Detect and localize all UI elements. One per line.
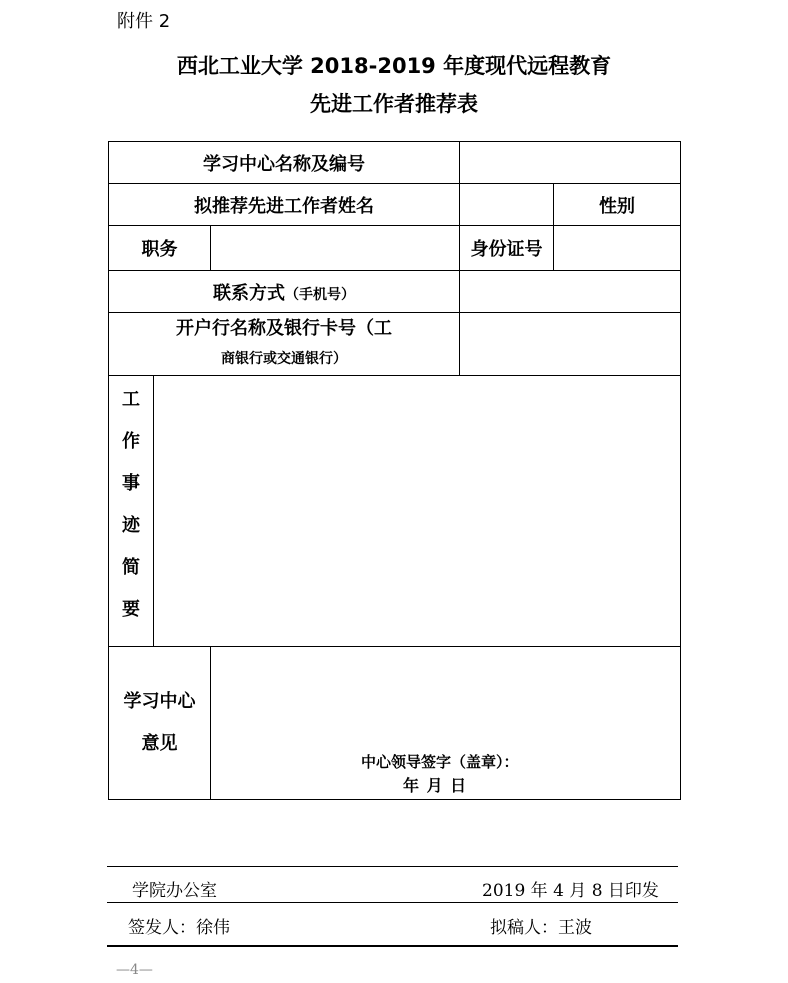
- center-opinion-label: [109, 647, 211, 800]
- summary-char-3: 事: [122, 473, 140, 494]
- footer-rule-middle: [107, 902, 678, 903]
- footer-rule-top: [107, 866, 678, 867]
- signature-line: 中心领导签字（盖章）：: [361, 753, 519, 771]
- page-number: —4—: [116, 962, 153, 978]
- summary-char-4: 迹: [122, 515, 140, 536]
- attachment-label: 附件 2: [117, 11, 171, 32]
- center-name-label: 学习中心名称及编号: [109, 142, 460, 184]
- contact-label-text: 联系方式: [213, 282, 285, 304]
- opinion-label-line2: 意见: [141, 733, 178, 754]
- bank-label-line2: 商银行或交通银行）: [221, 351, 347, 367]
- document-title-line2: 先进工作者推荐表: [310, 92, 478, 116]
- nominee-name-label: 拟推荐先进工作者姓名: [109, 184, 460, 226]
- gender-label: 性别: [554, 184, 681, 226]
- id-number-label: 身份证号: [460, 226, 554, 271]
- issue-date-text: 2019 年 4 月 8 日印发: [482, 881, 659, 901]
- center-opinion-field[interactable]: [211, 647, 681, 800]
- date-line: 年 月 日: [403, 776, 468, 795]
- signer-text: 签发人：徐伟: [128, 918, 230, 938]
- nomination-form-table: [108, 141, 681, 800]
- issuer-text: 学院办公室: [132, 881, 217, 901]
- center-name-field[interactable]: [460, 142, 681, 184]
- summary-char-2: 作: [122, 431, 140, 452]
- bank-label: [109, 313, 460, 376]
- work-summary-field[interactable]: [154, 376, 681, 647]
- summary-char-1: 工: [122, 389, 140, 410]
- bank-label-line1: 开户行名称及银行卡号（工: [176, 318, 392, 339]
- position-label: 职务: [109, 226, 211, 271]
- bank-field[interactable]: [460, 313, 681, 376]
- contact-label: [109, 271, 460, 313]
- drafter-text: 拟稿人：王波: [490, 918, 592, 938]
- opinion-label-line1: 学习中心: [123, 691, 196, 712]
- summary-char-6: 要: [122, 599, 140, 620]
- nominee-name-field[interactable]: [460, 184, 554, 226]
- footer-rule-bottom: [107, 945, 678, 947]
- summary-char-5: 简: [122, 557, 140, 578]
- position-field[interactable]: [211, 226, 460, 271]
- work-summary-label: [109, 376, 154, 647]
- contact-field[interactable]: [460, 271, 681, 313]
- document-title-line1: 西北工业大学 2018-2019 年度现代远程教育: [176, 54, 612, 78]
- id-number-field[interactable]: [554, 226, 681, 271]
- contact-label-note: （手机号）: [285, 286, 355, 303]
